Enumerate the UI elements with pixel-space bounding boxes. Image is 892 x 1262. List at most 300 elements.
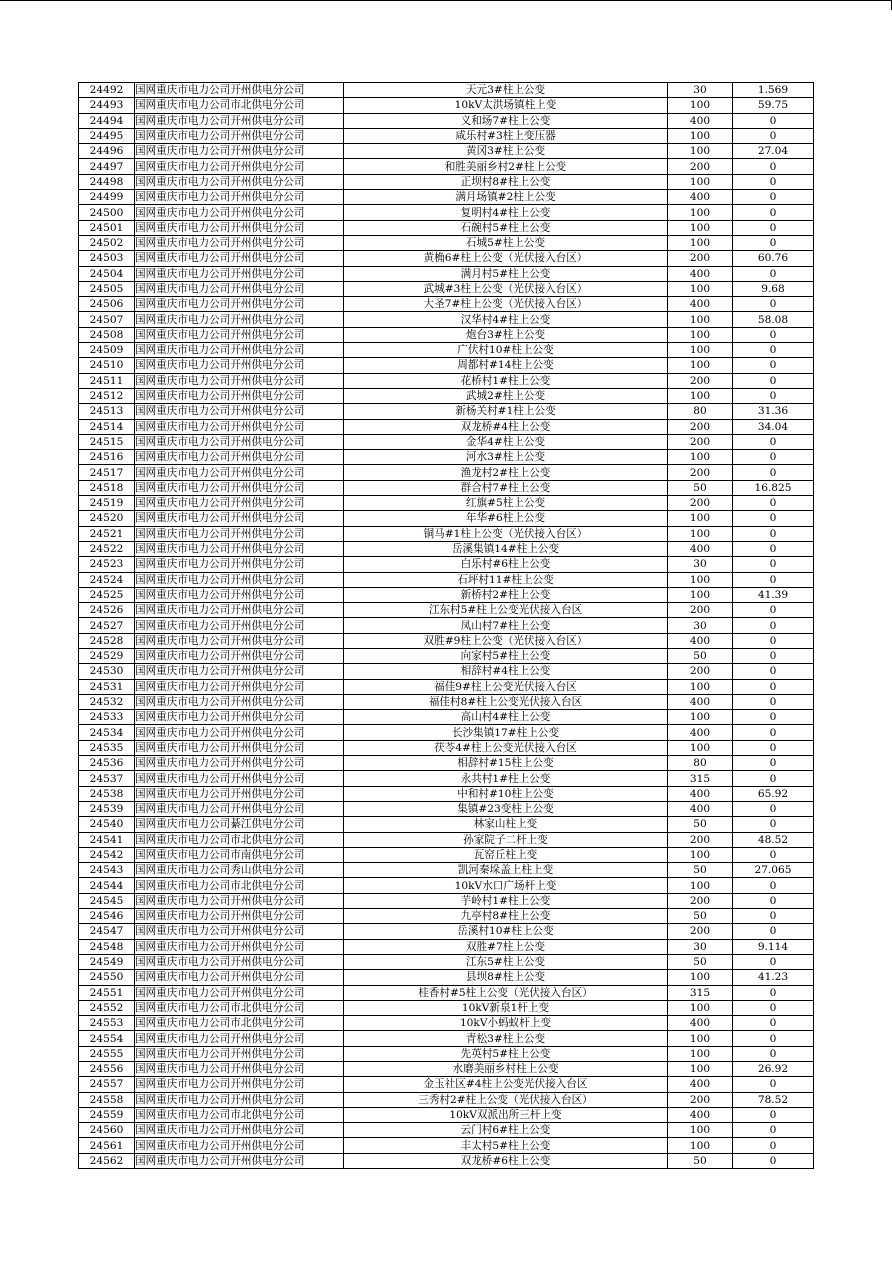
value-cell: 0 <box>733 205 814 220</box>
capacity-cell: 100 <box>668 1123 733 1138</box>
transformer-name-cell: 新杨关村#1柱上公变 <box>344 404 668 419</box>
table-body <box>79 83 814 1169</box>
capacity-cell: 100 <box>668 98 733 113</box>
row-id-cell: 24517 <box>79 465 135 480</box>
capacity-cell: 100 <box>668 235 733 250</box>
transformer-name-cell: 花桥村1#柱上公变 <box>344 373 668 388</box>
company-name-cell: 国网重庆市电力公司开州供电分公司 <box>135 373 344 388</box>
capacity-cell: 100 <box>668 970 733 985</box>
row-id-cell: 24532 <box>79 694 135 709</box>
table-row <box>79 771 814 786</box>
value-cell: 59.75 <box>733 98 814 113</box>
value-cell: 0 <box>733 847 814 862</box>
table-row <box>79 954 814 969</box>
capacity-cell: 100 <box>668 847 733 862</box>
transformer-name-cell: 义和场7#柱上公变 <box>344 113 668 128</box>
table-row <box>79 878 814 893</box>
row-id-cell: 24561 <box>79 1138 135 1153</box>
table-row <box>79 1016 814 1031</box>
company-name-cell: 国网重庆市电力公司开州供电分公司 <box>135 174 344 189</box>
transformer-name-cell: 瓦窑丘柱上变 <box>344 847 668 862</box>
value-cell: 0 <box>733 128 814 143</box>
row-id-cell: 24555 <box>79 1046 135 1061</box>
capacity-cell: 100 <box>668 1138 733 1153</box>
capacity-cell: 400 <box>668 694 733 709</box>
transformer-name-cell: 双胜#9柱上公变（光伏接入台区） <box>344 633 668 648</box>
company-name-cell: 国网重庆市电力公司开州供电分公司 <box>135 618 344 633</box>
company-name-cell: 国网重庆市电力公司开州供电分公司 <box>135 1062 344 1077</box>
table-row <box>79 251 814 266</box>
table-row <box>79 358 814 373</box>
capacity-cell: 200 <box>668 924 733 939</box>
table-row <box>79 526 814 541</box>
value-cell: 0 <box>733 1153 814 1168</box>
company-name-cell: 国网重庆市电力公司开州供电分公司 <box>135 419 344 434</box>
row-id-cell: 24542 <box>79 847 135 862</box>
row-id-cell: 24535 <box>79 740 135 755</box>
company-name-cell: 国网重庆市电力公司开州供电分公司 <box>135 220 344 235</box>
capacity-cell: 200 <box>668 832 733 847</box>
row-id-cell: 24550 <box>79 970 135 985</box>
capacity-cell: 200 <box>668 251 733 266</box>
row-id-cell: 24541 <box>79 832 135 847</box>
table-row <box>79 113 814 128</box>
company-name-cell: 国网重庆市电力公司开州供电分公司 <box>135 710 344 725</box>
value-cell: 58.08 <box>733 312 814 327</box>
capacity-cell: 400 <box>668 1016 733 1031</box>
company-name-cell: 国网重庆市电力公司开州供电分公司 <box>135 970 344 985</box>
row-id-cell: 24529 <box>79 648 135 663</box>
row-id-cell: 24516 <box>79 450 135 465</box>
table-row <box>79 893 814 908</box>
transformer-name-cell: 福佳9#柱上公变光伏接入台区 <box>344 679 668 694</box>
row-id-cell: 24507 <box>79 312 135 327</box>
capacity-cell: 100 <box>668 205 733 220</box>
transformer-name-cell: 双龙桥#4柱上公变 <box>344 419 668 434</box>
capacity-cell: 400 <box>668 266 733 281</box>
transformer-name-cell: 水磨美丽乡村柱上公变 <box>344 1062 668 1077</box>
transformer-name-cell: 黄桷6#柱上公变（光伏接入台区） <box>344 251 668 266</box>
table-row <box>79 190 814 205</box>
transformer-name-cell: 桂香村#5柱上公变（光伏接入台区） <box>344 985 668 1000</box>
value-cell: 0 <box>733 526 814 541</box>
row-id-cell: 24544 <box>79 878 135 893</box>
value-cell: 0 <box>733 924 814 939</box>
transformer-name-cell: 天元3#柱上公变 <box>344 83 668 98</box>
row-id-cell: 24512 <box>79 388 135 403</box>
company-name-cell: 国网重庆市电力公司开州供电分公司 <box>135 786 344 801</box>
company-name-cell: 国网重庆市电力公司市北供电分公司 <box>135 1107 344 1122</box>
row-id-cell: 24530 <box>79 664 135 679</box>
value-cell: 0 <box>733 694 814 709</box>
transformer-name-cell: 满月村5#柱上公变 <box>344 266 668 281</box>
table-row <box>79 557 814 572</box>
value-cell: 0 <box>733 113 814 128</box>
value-cell: 0 <box>733 954 814 969</box>
transformer-name-cell: 10kV太洪场镇柱上变 <box>344 98 668 113</box>
transformer-name-cell: 石坪村11#柱上公变 <box>344 572 668 587</box>
company-name-cell: 国网重庆市电力公司开州供电分公司 <box>135 954 344 969</box>
table-row <box>79 1077 814 1092</box>
transformer-name-cell: 岳溪集镇14#柱上公变 <box>344 541 668 556</box>
table-row <box>79 817 814 832</box>
company-name-cell: 国网重庆市电力公司开州供电分公司 <box>135 633 344 648</box>
transformer-name-cell: 复明村4#柱上公变 <box>344 205 668 220</box>
value-cell: 41.39 <box>733 587 814 602</box>
transformer-name-cell: 凯河秦垛盖上柱上变 <box>344 863 668 878</box>
transformer-name-cell: 汉华村4#柱上公变 <box>344 312 668 327</box>
capacity-cell: 400 <box>668 297 733 312</box>
transformer-name-cell: 金玉社区#4柱上公变光伏接入台区 <box>344 1077 668 1092</box>
table-row <box>79 694 814 709</box>
transformer-name-cell: 10kV水口广场杆上变 <box>344 878 668 893</box>
company-name-cell: 国网重庆市电力公司开州供电分公司 <box>135 526 344 541</box>
row-id-cell: 24520 <box>79 511 135 526</box>
table-row <box>79 863 814 878</box>
capacity-cell: 100 <box>668 312 733 327</box>
capacity-cell: 200 <box>668 664 733 679</box>
company-name-cell: 国网重庆市电力公司开州供电分公司 <box>135 909 344 924</box>
transformer-name-cell: 九亭村8#柱上公变 <box>344 909 668 924</box>
row-id-cell: 24534 <box>79 725 135 740</box>
table-row <box>79 939 814 954</box>
capacity-cell: 30 <box>668 618 733 633</box>
row-id-cell: 24543 <box>79 863 135 878</box>
table-row <box>79 725 814 740</box>
company-name-cell: 国网重庆市电力公司开州供电分公司 <box>135 496 344 511</box>
value-cell: 0 <box>733 618 814 633</box>
transformer-name-cell: 正坝村8#柱上公变 <box>344 174 668 189</box>
capacity-cell: 100 <box>668 572 733 587</box>
row-id-cell: 24499 <box>79 190 135 205</box>
transformer-name-cell: 满月场镇#2柱上公变 <box>344 190 668 205</box>
value-cell: 0 <box>733 1138 814 1153</box>
company-name-cell: 国网重庆市电力公司开州供电分公司 <box>135 190 344 205</box>
transformer-name-cell: 凤山村7#柱上公变 <box>344 618 668 633</box>
capacity-cell: 100 <box>668 1046 733 1061</box>
row-id-cell: 24551 <box>79 985 135 1000</box>
capacity-cell: 400 <box>668 190 733 205</box>
company-name-cell: 国网重庆市电力公司开州供电分公司 <box>135 557 344 572</box>
capacity-cell: 100 <box>668 358 733 373</box>
company-name-cell: 国网重庆市电力公司开州供电分公司 <box>135 159 344 174</box>
row-id-cell: 24526 <box>79 603 135 618</box>
transformer-name-cell: 集镇#23变柱上公变 <box>344 801 668 816</box>
transformer-name-cell: 武城2#柱上公变 <box>344 388 668 403</box>
row-id-cell: 24522 <box>79 541 135 556</box>
value-cell: 48.52 <box>733 832 814 847</box>
transformer-name-cell: 茯苓4#柱上公变光伏接入台区 <box>344 740 668 755</box>
table-row <box>79 572 814 587</box>
transformer-name-cell: 双胜#7柱上公变 <box>344 939 668 954</box>
value-cell: 0 <box>733 603 814 618</box>
company-name-cell: 国网重庆市电力公司开州供电分公司 <box>135 893 344 908</box>
value-cell: 0 <box>733 266 814 281</box>
value-cell: 0 <box>733 771 814 786</box>
table-row <box>79 756 814 771</box>
company-name-cell: 国网重庆市电力公司开州供电分公司 <box>135 297 344 312</box>
table-row <box>79 970 814 985</box>
value-cell: 31.36 <box>733 404 814 419</box>
capacity-cell: 200 <box>668 465 733 480</box>
value-cell: 0 <box>733 1016 814 1031</box>
value-cell: 0 <box>733 297 814 312</box>
transformer-name-cell: 先英村5#柱上公变 <box>344 1046 668 1061</box>
row-id-cell: 24506 <box>79 297 135 312</box>
capacity-cell: 50 <box>668 480 733 495</box>
value-cell: 0 <box>733 985 814 1000</box>
row-id-cell: 24509 <box>79 343 135 358</box>
transformer-name-cell: 高山村4#柱上公变 <box>344 710 668 725</box>
row-id-cell: 24556 <box>79 1062 135 1077</box>
table-row <box>79 266 814 281</box>
company-name-cell: 国网重庆市电力公司市北供电分公司 <box>135 832 344 847</box>
row-id-cell: 24538 <box>79 786 135 801</box>
table-row <box>79 419 814 434</box>
company-name-cell: 国网重庆市电力公司綦江供电分公司 <box>135 817 344 832</box>
transformer-name-cell: 金华4#柱上公变 <box>344 434 668 449</box>
transformer-name-cell: 年华#6柱上公变 <box>344 511 668 526</box>
transformer-name-cell: 白乐村#6柱上公变 <box>344 557 668 572</box>
table-row <box>79 541 814 556</box>
row-id-cell: 24549 <box>79 954 135 969</box>
transformer-name-cell: 江东5#柱上公变 <box>344 954 668 969</box>
transformer-name-cell: 江东村5#柱上公变光伏接入台区 <box>344 603 668 618</box>
table-row <box>79 404 814 419</box>
row-id-cell: 24553 <box>79 1016 135 1031</box>
capacity-cell: 100 <box>668 281 733 296</box>
value-cell: 0 <box>733 817 814 832</box>
transformer-name-cell: 芋岭村1#柱上公变 <box>344 893 668 908</box>
capacity-cell: 50 <box>668 954 733 969</box>
capacity-cell: 315 <box>668 985 733 1000</box>
table-row <box>79 511 814 526</box>
row-id-cell: 24527 <box>79 618 135 633</box>
table-row <box>79 1031 814 1046</box>
company-name-cell: 国网重庆市电力公司开州供电分公司 <box>135 480 344 495</box>
table-row <box>79 1123 814 1138</box>
capacity-cell: 315 <box>668 771 733 786</box>
table-row <box>79 679 814 694</box>
company-name-cell: 国网重庆市电力公司开州供电分公司 <box>135 1138 344 1153</box>
table-row <box>79 297 814 312</box>
row-id-cell: 24493 <box>79 98 135 113</box>
value-cell: 0 <box>733 327 814 342</box>
row-id-cell: 24498 <box>79 174 135 189</box>
value-cell: 0 <box>733 235 814 250</box>
capacity-cell: 100 <box>668 679 733 694</box>
transformer-name-cell: 三秀村2#柱上公变（光伏接入台区） <box>344 1092 668 1107</box>
company-name-cell: 国网重庆市电力公司开州供电分公司 <box>135 465 344 480</box>
value-cell: 0 <box>733 633 814 648</box>
transformer-name-cell: 县坝8#柱上公变 <box>344 970 668 985</box>
row-id-cell: 24552 <box>79 1000 135 1015</box>
table-row <box>79 434 814 449</box>
row-id-cell: 24500 <box>79 205 135 220</box>
value-cell: 0 <box>733 434 814 449</box>
company-name-cell: 国网重庆市电力公司市北供电分公司 <box>135 1000 344 1015</box>
table-row <box>79 388 814 403</box>
table-row <box>79 985 814 1000</box>
capacity-cell: 200 <box>668 603 733 618</box>
value-cell: 9.68 <box>733 281 814 296</box>
transformer-name-cell: 石碗村5#柱上公变 <box>344 220 668 235</box>
capacity-cell: 400 <box>668 801 733 816</box>
value-cell: 0 <box>733 878 814 893</box>
capacity-cell: 200 <box>668 1092 733 1107</box>
row-id-cell: 24525 <box>79 587 135 602</box>
table-row <box>79 312 814 327</box>
capacity-cell: 50 <box>668 909 733 924</box>
company-name-cell: 国网重庆市电力公司市北供电分公司 <box>135 878 344 893</box>
value-cell: 0 <box>733 174 814 189</box>
company-name-cell: 国网重庆市电力公司秀山供电分公司 <box>135 863 344 878</box>
transformer-name-cell: 中和村#10柱上公变 <box>344 786 668 801</box>
table-row <box>79 450 814 465</box>
capacity-cell: 200 <box>668 419 733 434</box>
value-cell: 60.76 <box>733 251 814 266</box>
value-cell: 0 <box>733 756 814 771</box>
table-row <box>79 710 814 725</box>
page-top-border <box>0 0 892 1</box>
company-name-cell: 国网重庆市电力公司开州供电分公司 <box>135 434 344 449</box>
transformer-name-cell: 黄冈3#柱上公变 <box>344 144 668 159</box>
company-name-cell: 国网重庆市电力公司开州供电分公司 <box>135 511 344 526</box>
table-row <box>79 648 814 663</box>
row-id-cell: 24514 <box>79 419 135 434</box>
transformer-name-cell: 炮台3#柱上公变 <box>344 327 668 342</box>
value-cell: 41.23 <box>733 970 814 985</box>
row-id-cell: 24557 <box>79 1077 135 1092</box>
company-name-cell: 国网重庆市电力公司开州供电分公司 <box>135 1077 344 1092</box>
company-name-cell: 国网重庆市电力公司开州供电分公司 <box>135 985 344 1000</box>
capacity-cell: 80 <box>668 756 733 771</box>
row-id-cell: 24504 <box>79 266 135 281</box>
transformer-name-cell: 孙家院子二杆上变 <box>344 832 668 847</box>
table-row <box>79 801 814 816</box>
value-cell: 0 <box>733 496 814 511</box>
transformer-name-cell: 青松3#柱上公变 <box>344 1031 668 1046</box>
transformer-name-cell: 向家村5#柱上公变 <box>344 648 668 663</box>
row-id-cell: 24539 <box>79 801 135 816</box>
table-row <box>79 235 814 250</box>
transformer-name-cell: 周都村#14柱上公变 <box>344 358 668 373</box>
row-id-cell: 24558 <box>79 1092 135 1107</box>
company-name-cell: 国网重庆市电力公司开州供电分公司 <box>135 541 344 556</box>
value-cell: 0 <box>733 373 814 388</box>
row-id-cell: 24503 <box>79 251 135 266</box>
value-cell: 0 <box>733 664 814 679</box>
table-row <box>79 786 814 801</box>
transformer-table <box>78 82 814 1169</box>
capacity-cell: 100 <box>668 343 733 358</box>
table-row <box>79 1092 814 1107</box>
row-id-cell: 24524 <box>79 572 135 587</box>
company-name-cell: 国网重庆市电力公司开州供电分公司 <box>135 358 344 373</box>
table-row <box>79 465 814 480</box>
capacity-cell: 100 <box>668 1000 733 1015</box>
transformer-name-cell: 铜马#1柱上公变（光伏接入台区） <box>344 526 668 541</box>
capacity-cell: 400 <box>668 786 733 801</box>
company-name-cell: 国网重庆市电力公司开州供电分公司 <box>135 266 344 281</box>
value-cell: 16.825 <box>733 480 814 495</box>
transformer-name-cell: 广伏村10#柱上公变 <box>344 343 668 358</box>
capacity-cell: 30 <box>668 557 733 572</box>
value-cell: 0 <box>733 1107 814 1122</box>
row-id-cell: 24511 <box>79 373 135 388</box>
capacity-cell: 100 <box>668 144 733 159</box>
capacity-cell: 50 <box>668 863 733 878</box>
value-cell: 0 <box>733 343 814 358</box>
row-id-cell: 24515 <box>79 434 135 449</box>
row-id-cell: 24492 <box>79 83 135 98</box>
capacity-cell: 100 <box>668 511 733 526</box>
transformer-name-cell: 咸乐村#3柱上变压器 <box>344 128 668 143</box>
transformer-name-cell: 双龙桥#6柱上公变 <box>344 1153 668 1168</box>
company-name-cell: 国网重庆市电力公司开州供电分公司 <box>135 603 344 618</box>
company-name-cell: 国网重庆市电力公司开州供电分公司 <box>135 664 344 679</box>
row-id-cell: 24502 <box>79 235 135 250</box>
row-id-cell: 24496 <box>79 144 135 159</box>
company-name-cell: 国网重庆市电力公司开州供电分公司 <box>135 1153 344 1168</box>
company-name-cell: 国网重庆市电力公司开州供电分公司 <box>135 1031 344 1046</box>
transformer-name-cell: 10kV小蚂蚁杆上变 <box>344 1016 668 1031</box>
company-name-cell: 国网重庆市电力公司开州供电分公司 <box>135 251 344 266</box>
capacity-cell: 100 <box>668 450 733 465</box>
row-id-cell: 24495 <box>79 128 135 143</box>
transformer-name-cell: 10kV新泉1杆上变 <box>344 1000 668 1015</box>
value-cell: 0 <box>733 679 814 694</box>
transformer-name-cell: 10kV双派出所三杆上变 <box>344 1107 668 1122</box>
row-id-cell: 24497 <box>79 159 135 174</box>
company-name-cell: 国网重庆市电力公司开州供电分公司 <box>135 113 344 128</box>
table-row <box>79 847 814 862</box>
company-name-cell: 国网重庆市电力公司开州供电分公司 <box>135 128 344 143</box>
value-cell: 0 <box>733 725 814 740</box>
value-cell: 0 <box>733 1123 814 1138</box>
capacity-cell: 100 <box>668 1062 733 1077</box>
company-name-cell: 国网重庆市电力公司开州供电分公司 <box>135 801 344 816</box>
company-name-cell: 国网重庆市电力公司开州供电分公司 <box>135 756 344 771</box>
company-name-cell: 国网重庆市电力公司开州供电分公司 <box>135 771 344 786</box>
table-row <box>79 220 814 235</box>
table-row <box>79 633 814 648</box>
table-row <box>79 128 814 143</box>
capacity-cell: 200 <box>668 496 733 511</box>
value-cell: 27.04 <box>733 144 814 159</box>
transformer-name-cell: 云门村6#柱上公变 <box>344 1123 668 1138</box>
transformer-name-cell: 新桥村2#柱上公变 <box>344 587 668 602</box>
row-id-cell: 24547 <box>79 924 135 939</box>
row-id-cell: 24560 <box>79 1123 135 1138</box>
row-id-cell: 24494 <box>79 113 135 128</box>
row-id-cell: 24533 <box>79 710 135 725</box>
value-cell: 0 <box>733 740 814 755</box>
company-name-cell: 国网重庆市电力公司开州供电分公司 <box>135 1092 344 1107</box>
value-cell: 0 <box>733 465 814 480</box>
company-name-cell: 国网重庆市电力公司开州供电分公司 <box>135 450 344 465</box>
capacity-cell: 100 <box>668 710 733 725</box>
table-row <box>79 159 814 174</box>
capacity-cell: 400 <box>668 541 733 556</box>
table-row <box>79 1000 814 1015</box>
transformer-name-cell: 长沙集镇17#柱上公变 <box>344 725 668 740</box>
transformer-name-cell: 丰太村5#柱上公变 <box>344 1138 668 1153</box>
company-name-cell: 国网重庆市电力公司开州供电分公司 <box>135 144 344 159</box>
capacity-cell: 100 <box>668 526 733 541</box>
capacity-cell: 30 <box>668 939 733 954</box>
table-row <box>79 909 814 924</box>
